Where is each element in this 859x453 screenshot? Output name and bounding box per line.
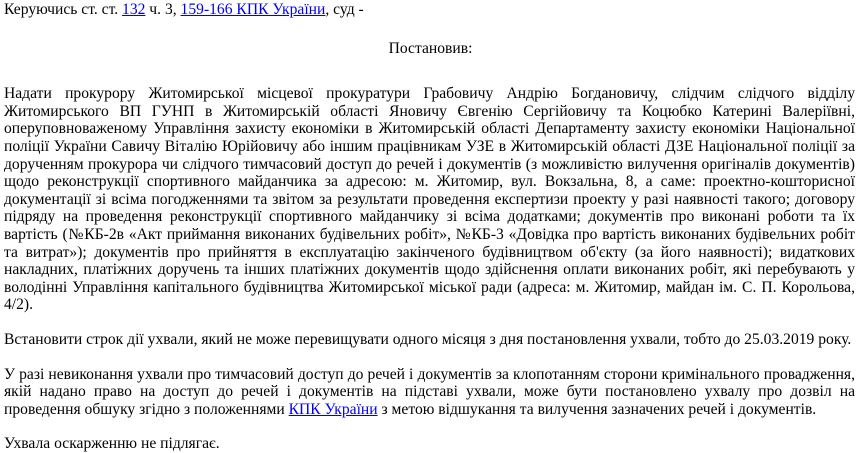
appeal-paragraph: Ухвала оскарженню не підлягає. [4,435,220,453]
resolution-heading: Постановив: [388,39,473,57]
article-132-link[interactable]: 132 [122,1,146,18]
document-page [0,1,859,453]
access-grant-paragraph: Надати прокурору Житомирської місцевої прокуратури Грабовичу Андрію Богдановичу, слідчим слідчого відділу Житомирського ВП ГУНП в Житомирській області Яновичу Євгенію Сергійовичу та Коцюбко Катерині Валеріївні, оперуповноваженому Управління захисту економіки в Житомирській області Департаменту захисту економіки Національної поліції України Савичу Віталію Юрійовичу або іншим працівникам УЗЕ в Житомирській області ДЗЕ Національної поліції за дорученням прокурора чи слідчого тимчасовий доступ до речей і документів (з можливістю вилучення оригіналів документів) щодо реконструкції спортивного майданчика за адресою: м. Житомир, вул. Вокзальна, 8, а саме: проектно-кошторисної документації зі всіма погодженнями та звітом за результати проведення експертизи проекту у разі наявності такого; договору підряду на проведення реконструкції спортивного майданчику зі всіма додатками; документів про виконані роботи та їх вартість (№КБ-2в «Акт приймання виконаних будівельних робіт», №КБ-3 «Довідка про вартість виконаних будівельних робіт та витрат»); документів про прийняття в експлуатацію закінченого будівництвом об'єкту (за його наявності); видаткових накладних, платіжних доручень та інших платіжних документів щодо здійснення оплати виконаних робіт, які перебувають у володінні Управління капітального будівництва Житомирської міської ради (адреса: м. Житомир, майдан ім. С. П. Корольова, 4/2). [4,85,855,314]
non-compliance-text-end: з метою відшукання та вилучення зазначених речей і документів. [377,400,817,418]
non-compliance-paragraph [4,366,855,419]
legal-basis-prefix: Керуючись ст. ст. [4,1,123,18]
term-paragraph: Встановити строк дії ухвали, який не може перевищувати одного місяця з дня постановлення ухвали, тобто до 25.03.2019 року. [4,330,852,348]
articles-159-166-link[interactable]: 159-166 КПК України [180,1,326,18]
non-compliance-text: У разі невиконання ухвали про тимчасовий доступ до речей і документів за клопотанням сторони кримінального провадження, якій надано право на доступ до речей і документів на підставі ухвали, може бути постановлено ухвалу про дозвіл на проведення обшуку згідно з положеннями [4,365,855,418]
kpk-link[interactable]: КПК України [288,400,378,418]
legal-basis-line [4,1,855,19]
legal-basis-suffix: , суд - [325,1,364,18]
legal-basis-middle: ч. 3, [145,1,181,18]
